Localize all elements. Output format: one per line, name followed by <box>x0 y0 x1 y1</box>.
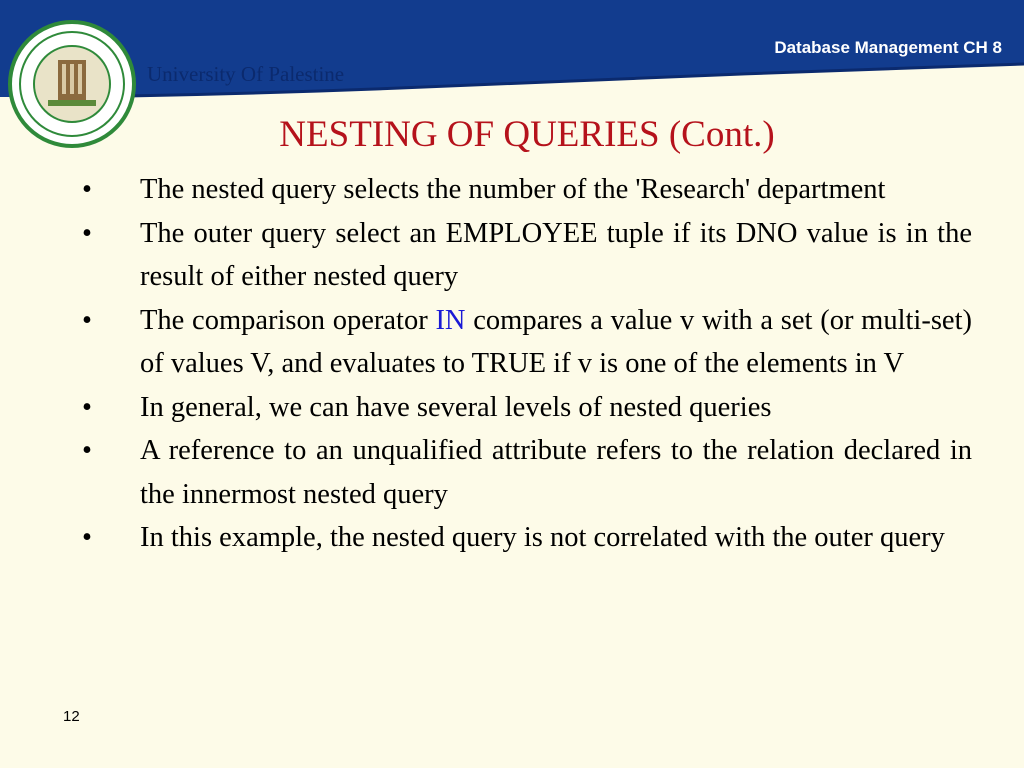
slide-title: NESTING OF QUERIES (Cont.) <box>279 114 775 155</box>
bullet-item <box>82 429 972 516</box>
bullet-item <box>82 212 972 299</box>
bullet-marker: • <box>82 304 92 336</box>
bullet-item <box>82 299 972 386</box>
bullet-marker: • <box>82 391 92 423</box>
page-number: 12 <box>63 708 80 725</box>
university-name: University Of Palestine <box>147 62 345 86</box>
bullet-marker: • <box>82 522 92 553</box>
bullet-text-pre: The comparison operator <box>140 304 436 336</box>
bullet-marker: • <box>82 174 92 205</box>
bullet-item <box>82 168 972 212</box>
bullet-text: A reference to an unqualified attribute refers to the relation declared in the innermost nested query <box>140 435 972 510</box>
bullet-marker: • <box>82 435 92 466</box>
course-label: Database Management CH 8 <box>774 38 1002 57</box>
bullet-text: In general, we can have several levels of nested queries <box>140 391 772 423</box>
bullet-item <box>82 516 972 560</box>
bullet-text: The nested query selects the number of the 'Research' department <box>140 174 886 205</box>
bullet-marker: • <box>82 217 92 249</box>
bullet-text: The outer query select an EMPLOYEE tuple if its DNO value is in the result of either nested query <box>140 217 972 292</box>
bullet-item <box>82 386 972 430</box>
bullet-list <box>82 168 972 560</box>
bullet-text: In this example, the nested query is not correlated with the outer query <box>140 522 945 553</box>
bullet-text-post: compares a value v with a set (or multi-set) of values V, and evaluates to TRUE if v is one of the elements in V <box>140 304 972 379</box>
in-keyword: IN <box>435 304 466 336</box>
